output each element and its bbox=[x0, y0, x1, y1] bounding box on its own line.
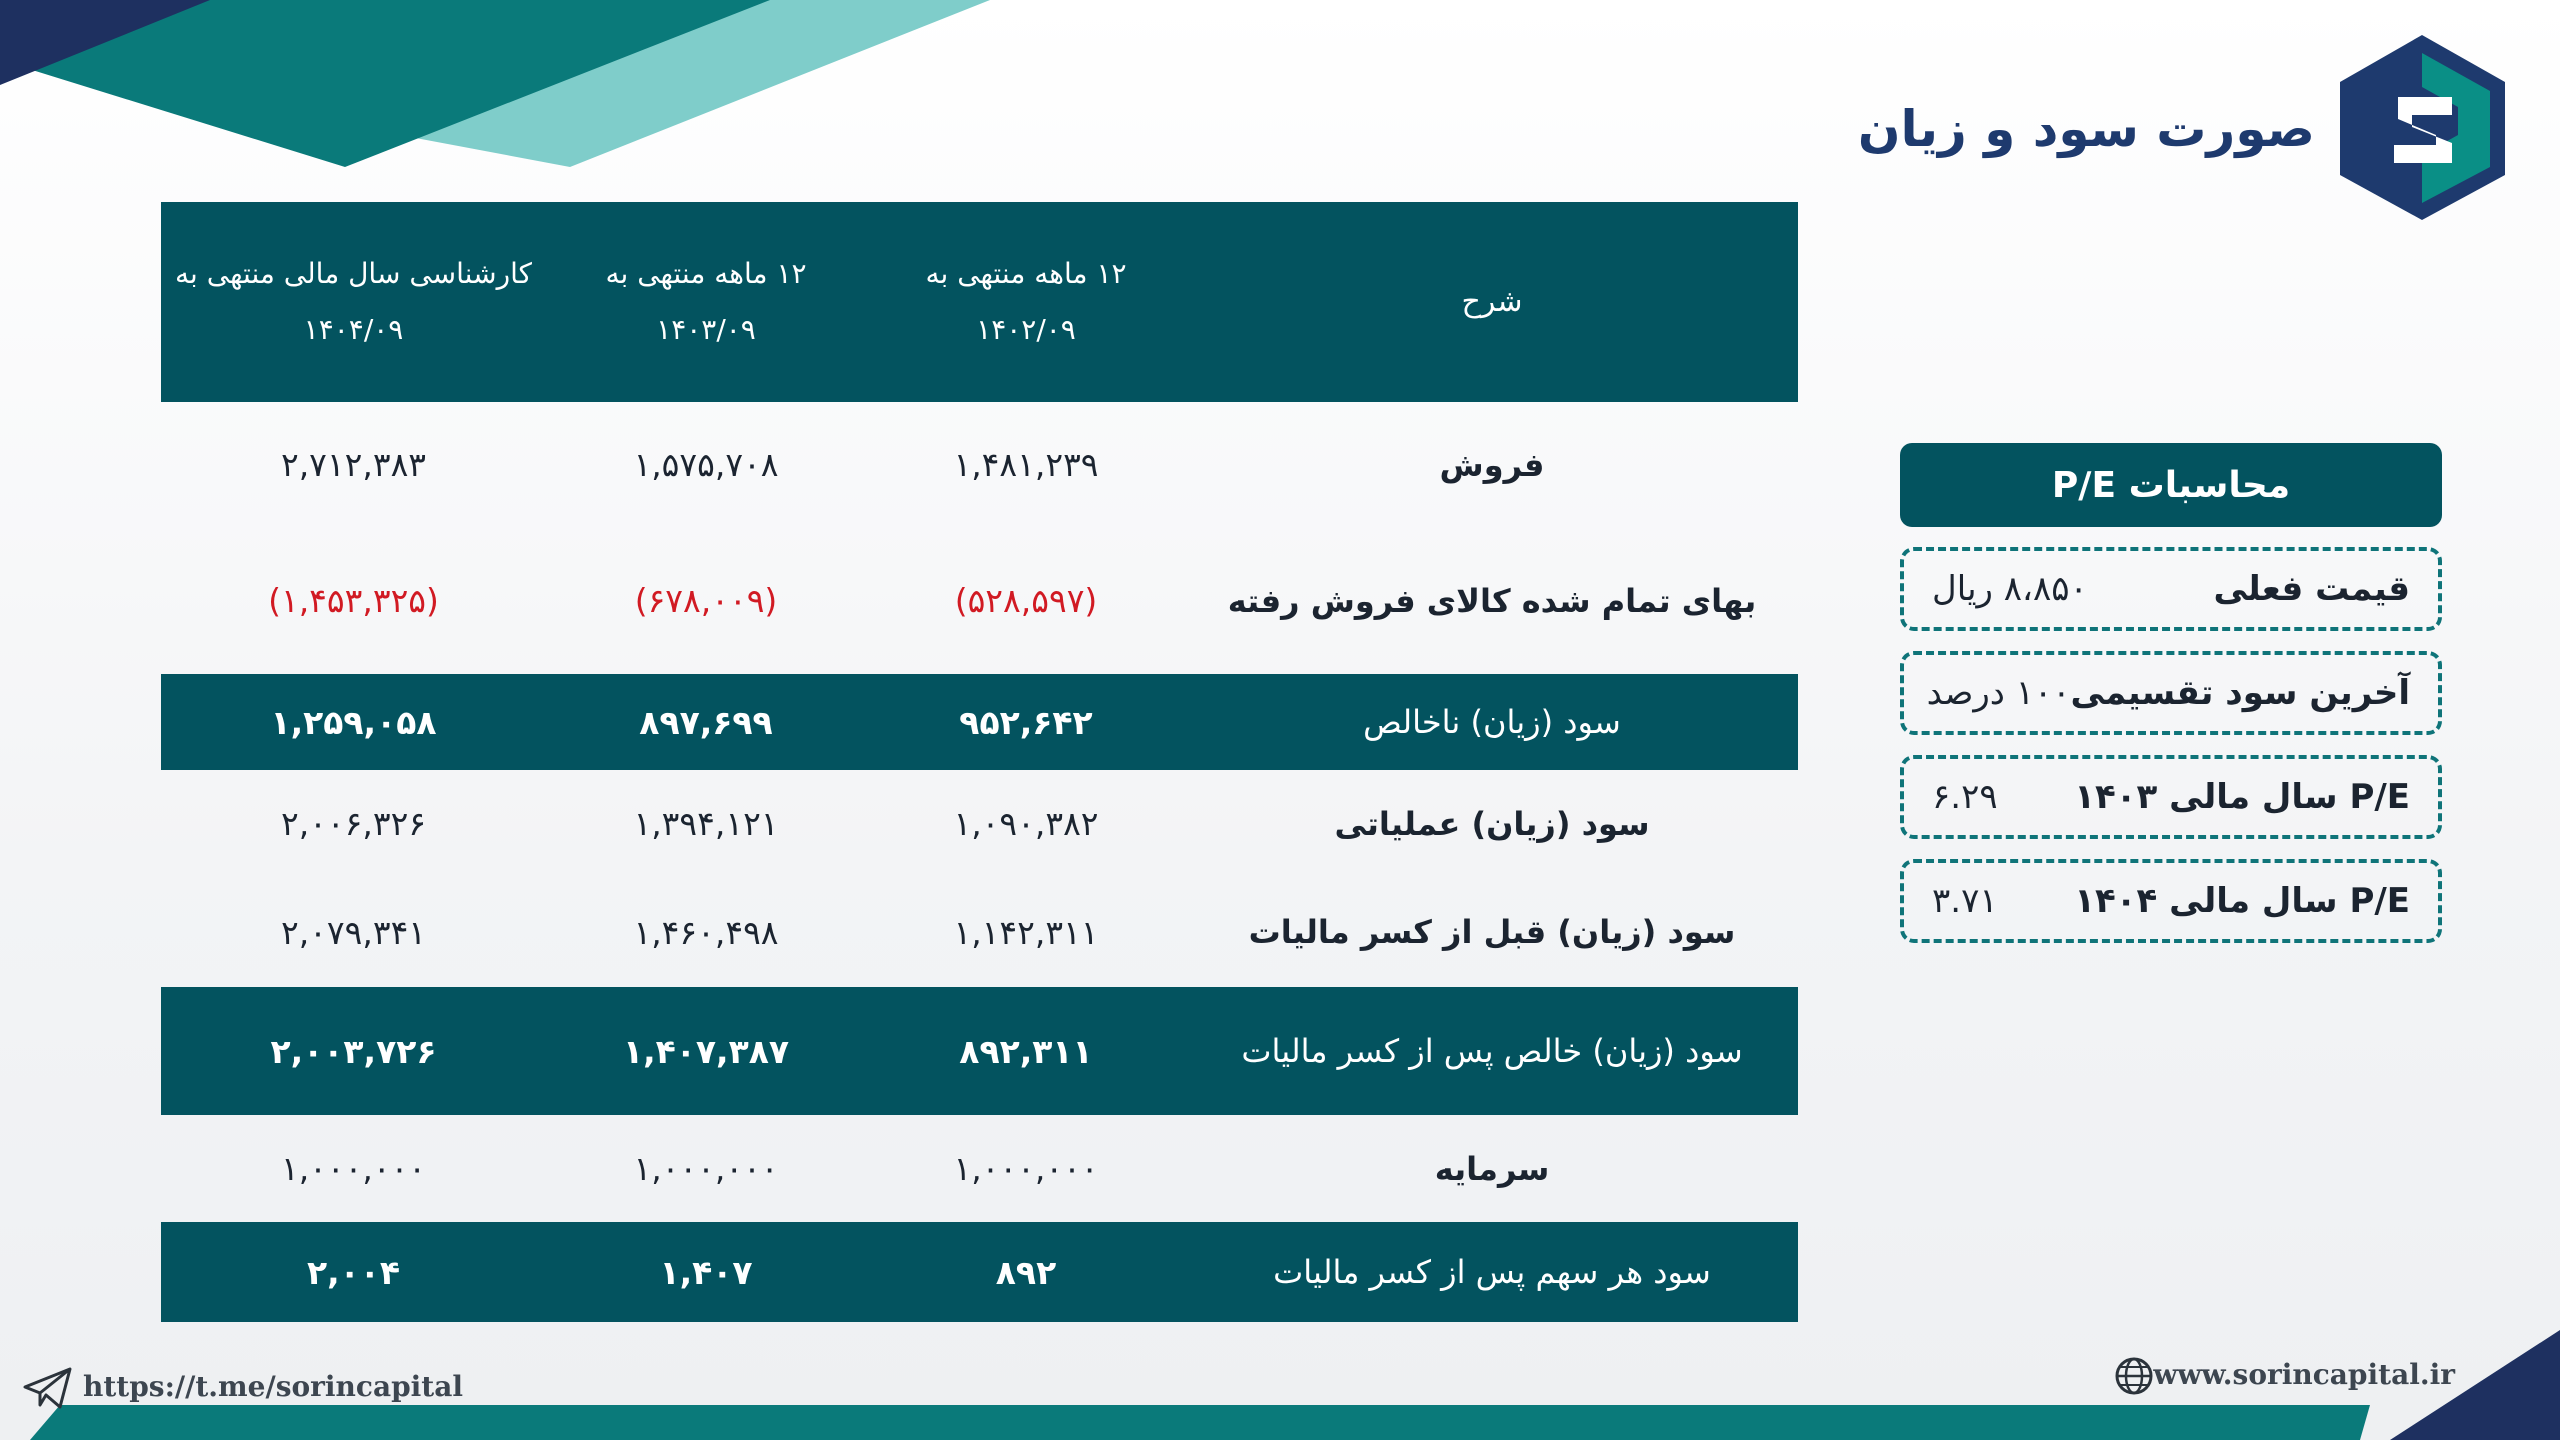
pe-calculation-panel bbox=[1900, 443, 2442, 943]
row-value-fy1404: ۱,۰۰۰,۰۰۰ bbox=[280, 1149, 427, 1188]
header-fy1402-date: ۱۴۰۲/۰۹ bbox=[976, 313, 1076, 346]
header-fy1404-label: کارشناسی سال مالی منتهی به bbox=[175, 257, 532, 290]
table-row-net-profit bbox=[161, 987, 1798, 1115]
header-fy1404-estimate bbox=[161, 246, 546, 358]
pe-item-value: ۶.۲۹ bbox=[1932, 777, 1998, 817]
row-value-fy1403: ۱,۴۰۷,۳۸۷ bbox=[622, 1031, 790, 1071]
globe-icon bbox=[2114, 1356, 2154, 1396]
row-label: سود (زیان) ناخالص bbox=[1363, 703, 1621, 741]
row-label: سود هر سهم پس از کسر مالیات bbox=[1273, 1253, 1711, 1291]
row-value-fy1403: ۸۹۷,۶۹۹ bbox=[639, 702, 773, 742]
row-value-fy1402: ۹۵۲,۶۴۲ bbox=[959, 702, 1093, 742]
pe-item-fy1403 bbox=[1900, 755, 2442, 839]
pe-item-label: P/E سال مالی ۱۴۰۳ bbox=[2074, 777, 2410, 817]
row-value-fy1404: ۱,۲۵۹,۰۵۸ bbox=[270, 702, 437, 742]
row-label: سرمایه bbox=[1434, 1149, 1550, 1188]
row-value-fy1403: ۱,۰۰۰,۰۰۰ bbox=[633, 1149, 779, 1188]
pe-item-last-dividend bbox=[1900, 651, 2442, 735]
row-value-fy1403: ۱,۴۶۰,۴۹۸ bbox=[633, 912, 779, 952]
row-value-fy1402: ۸۹۲,۳۱۱ bbox=[959, 1031, 1093, 1071]
row-value-fy1402: ۱,۰۰۰,۰۰۰ bbox=[953, 1149, 1099, 1188]
row-value-fy1403: (۶۷۸,۰۰۹) bbox=[634, 581, 778, 620]
header-fy1404-date: ۱۴۰۴/۰۹ bbox=[303, 313, 404, 346]
row-value-fy1403: ۱,۴۰۷ bbox=[659, 1252, 753, 1292]
header-fy1403-label: ۱۲ ماهه منتهی به bbox=[605, 257, 807, 290]
telegram-link[interactable]: https://t.me/sorincapital bbox=[83, 1370, 464, 1403]
income-statement-table bbox=[161, 202, 1798, 1322]
pe-item-label: قیمت فعلی bbox=[2213, 569, 2410, 609]
row-value-fy1402: ۱,۱۴۲,۳۱۱ bbox=[953, 912, 1099, 952]
pe-item-label: P/E سال مالی ۱۴۰۴ bbox=[2074, 881, 2410, 921]
pe-item-fy1404 bbox=[1900, 859, 2442, 943]
row-value-fy1404: ۲,۰۷۹,۳۴۱ bbox=[280, 912, 427, 952]
row-value-fy1404: (۱,۴۵۳,۳۲۵) bbox=[268, 581, 439, 620]
header-fy1402-label: ۱۲ ماهه منتهی به bbox=[925, 257, 1127, 290]
header-description: شرح bbox=[1461, 284, 1523, 319]
telegram-icon bbox=[22, 1365, 74, 1411]
table-row-cost-of-goods-sold bbox=[161, 527, 1798, 674]
table-row-capital bbox=[161, 1115, 1798, 1222]
pe-item-value: ۸،۸۵۰ ریال bbox=[1932, 569, 2088, 609]
logo bbox=[2340, 35, 2505, 220]
row-value-fy1404: ۲,۰۰۴ bbox=[306, 1252, 401, 1292]
row-label: فروش bbox=[1439, 445, 1545, 484]
table-row-sales bbox=[161, 402, 1798, 527]
table-header-row bbox=[161, 202, 1798, 402]
header-fy1403 bbox=[546, 246, 866, 358]
table-row-operating-profit bbox=[161, 770, 1798, 877]
row-value-fy1402: ۱,۰۹۰,۳۸۲ bbox=[953, 804, 1099, 843]
table-row-eps bbox=[161, 1222, 1798, 1322]
row-value-fy1402: ۱,۴۸۱,۲۳۹ bbox=[953, 445, 1099, 484]
row-value-fy1403: ۱,۵۷۵,۷۰۸ bbox=[633, 445, 779, 484]
row-label: سود (زیان) عملیاتی bbox=[1334, 804, 1650, 843]
row-label: بهای تمام شده کالای فروش رفته bbox=[1227, 581, 1757, 620]
pe-item-current-price bbox=[1900, 547, 2442, 631]
table-row-gross-profit bbox=[161, 674, 1798, 770]
row-label: سود (زیان) خالص پس از کسر مالیات bbox=[1241, 1032, 1743, 1070]
pe-item-value: ۱۰۰ درصد bbox=[1926, 673, 2071, 713]
table-row-pretax-profit bbox=[161, 877, 1798, 987]
pe-panel-header: محاسبات P/E bbox=[1900, 443, 2442, 527]
row-value-fy1402: ۸۹۲ bbox=[995, 1252, 1057, 1292]
website-link[interactable]: www.sorincapital.ir bbox=[2153, 1358, 2455, 1391]
pe-item-label: آخرین سود تقسیمی bbox=[2070, 673, 2410, 713]
header-fy1402 bbox=[866, 246, 1186, 358]
row-value-fy1402: (۵۲۸,۵۹۷) bbox=[954, 581, 1098, 620]
row-value-fy1404: ۲,۰۰۳,۷۲۶ bbox=[270, 1031, 437, 1071]
pe-item-value: ۳.۷۱ bbox=[1932, 881, 1998, 921]
page-title: صورت سود و زیان bbox=[1857, 100, 2315, 158]
header-fy1403-date: ۱۴۰۳/۰۹ bbox=[656, 313, 756, 346]
row-value-fy1404: ۲,۷۱۲,۳۸۳ bbox=[280, 445, 427, 484]
row-value-fy1404: ۲,۰۰۶,۳۲۶ bbox=[280, 804, 427, 843]
row-label: سود (زیان) قبل از کسر مالیات bbox=[1248, 913, 1736, 951]
row-value-fy1403: ۱,۳۹۴,۱۲۱ bbox=[633, 804, 779, 843]
top-left-decoration bbox=[0, 0, 1000, 170]
